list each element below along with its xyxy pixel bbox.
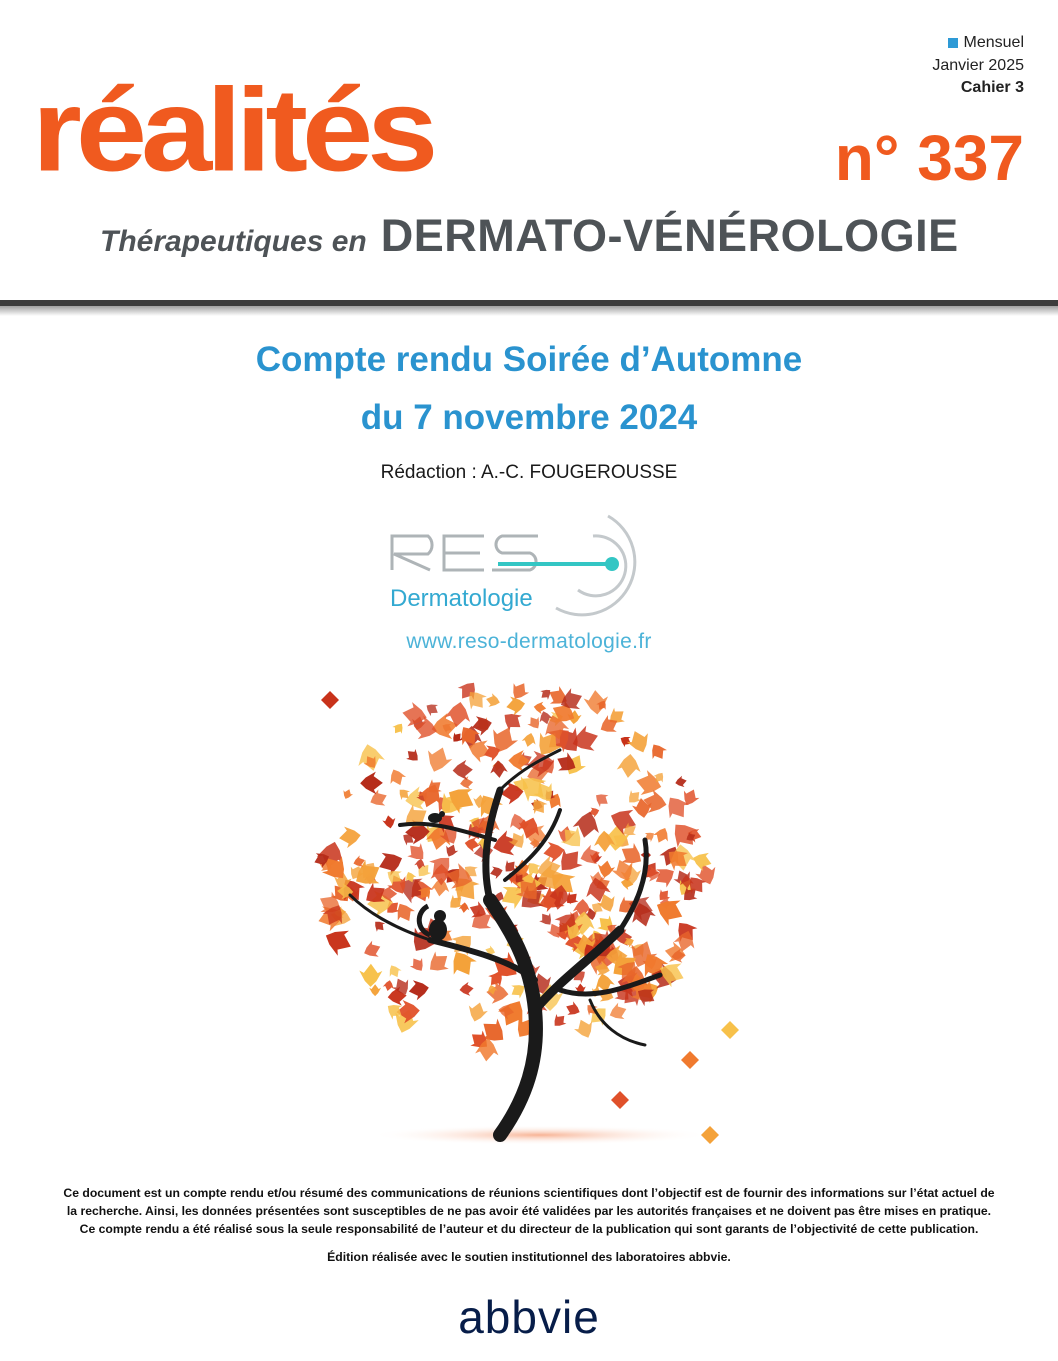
leaf xyxy=(360,771,383,794)
leaf xyxy=(422,743,455,776)
reso-website-link[interactable]: www.reso-dermatologie.fr xyxy=(406,630,652,653)
leaf xyxy=(407,954,427,974)
byline: Rédaction : A.-C. FOUGEROUSSE xyxy=(380,462,678,483)
frequency-text: Mensuel xyxy=(963,34,1024,51)
leaf xyxy=(607,1001,630,1024)
leaf xyxy=(341,787,354,800)
leaf xyxy=(521,731,539,749)
leaf xyxy=(443,842,460,859)
falling-leaf xyxy=(681,1051,699,1069)
disclaimer-line: Ce document est un compte rendu et/ou résumé des communications de réunions scientifiques dont l’objectif est de fournir des informations sur l’état actuel de xyxy=(63,1186,995,1200)
leaf xyxy=(403,746,422,765)
leaf xyxy=(423,947,454,978)
leaf xyxy=(563,1000,582,1019)
leaf xyxy=(452,760,473,781)
leaf xyxy=(390,720,406,736)
ground-shadow xyxy=(370,1125,710,1145)
leaf xyxy=(485,981,509,1005)
disclaimer-line: Ce compte rendu a été réalisé sous la seule responsabilité de l’auteur et du directeur de la publication qui sont garants de l’objectivité de cette publication. xyxy=(79,1222,979,1236)
cahier-label: Cahier 3 xyxy=(960,79,1024,96)
issue-date: Janvier 2025 xyxy=(932,57,1024,74)
leaf xyxy=(403,839,430,866)
leaf xyxy=(498,707,526,735)
tree-trunk-icon xyxy=(350,750,660,1135)
leaf xyxy=(583,689,610,716)
leaf xyxy=(550,1011,570,1031)
leaf xyxy=(616,753,642,779)
leaf xyxy=(382,979,395,992)
leaf xyxy=(320,923,356,959)
journal-subtitle xyxy=(100,210,1024,262)
leaf xyxy=(385,962,403,980)
reso-dermatologie-logo xyxy=(388,508,678,618)
masthead-logo: réalités xyxy=(32,64,433,197)
leaf xyxy=(488,864,504,880)
header-divider-shadow xyxy=(0,306,1058,316)
leaf xyxy=(382,814,397,829)
support-statement: Édition réalisée avec le soutien institutionnel des laboratoires abbvie. xyxy=(327,1250,731,1264)
leaf xyxy=(338,824,363,849)
leaf xyxy=(361,939,384,962)
square-bullet-icon xyxy=(948,38,958,48)
leaf xyxy=(459,776,474,791)
falling-leaf xyxy=(721,1021,739,1039)
leaf xyxy=(646,740,669,763)
reso-name: Dermatologie xyxy=(390,585,533,612)
issue-number: n° 337 xyxy=(834,122,1024,194)
autumn-tree-illustration xyxy=(290,680,770,1150)
leaf xyxy=(459,981,475,997)
leaf xyxy=(386,766,409,789)
article-title-line1: Compte rendu Soirée d’Automne xyxy=(255,340,803,379)
leaf xyxy=(407,978,431,1002)
leaf xyxy=(674,775,688,789)
reso-wordmark-icon xyxy=(392,536,584,570)
disclaimer xyxy=(30,1184,1028,1238)
leaf xyxy=(577,843,603,869)
falling-leaf xyxy=(611,1091,629,1109)
disclaimer-line: la recherche. Ainsi, les données présentées sont susceptibles de ne pas avoir été validées par les autorités françaises et ne doivent pas être mises en pratique. xyxy=(66,1204,992,1218)
leaf xyxy=(651,825,672,846)
subtitle-specialty: DERMATO-VÉNÉROLOGIE xyxy=(380,210,959,261)
abbvie-logo: abbvie xyxy=(458,1291,600,1343)
leaf xyxy=(618,733,634,749)
leaf xyxy=(484,692,501,709)
leaf xyxy=(465,1000,489,1024)
leaf xyxy=(690,849,714,873)
falling-leaf xyxy=(321,691,339,709)
leaf xyxy=(489,760,508,779)
leaf xyxy=(592,789,612,809)
frequency-label xyxy=(948,34,1024,52)
falling-leaf xyxy=(701,1126,719,1144)
subtitle-italic: Thérapeutiques en xyxy=(100,225,367,258)
leaf xyxy=(458,902,470,914)
article-title-line2: du 7 novembre 2024 xyxy=(360,398,698,437)
leaf xyxy=(359,964,382,987)
leaf xyxy=(423,700,441,718)
